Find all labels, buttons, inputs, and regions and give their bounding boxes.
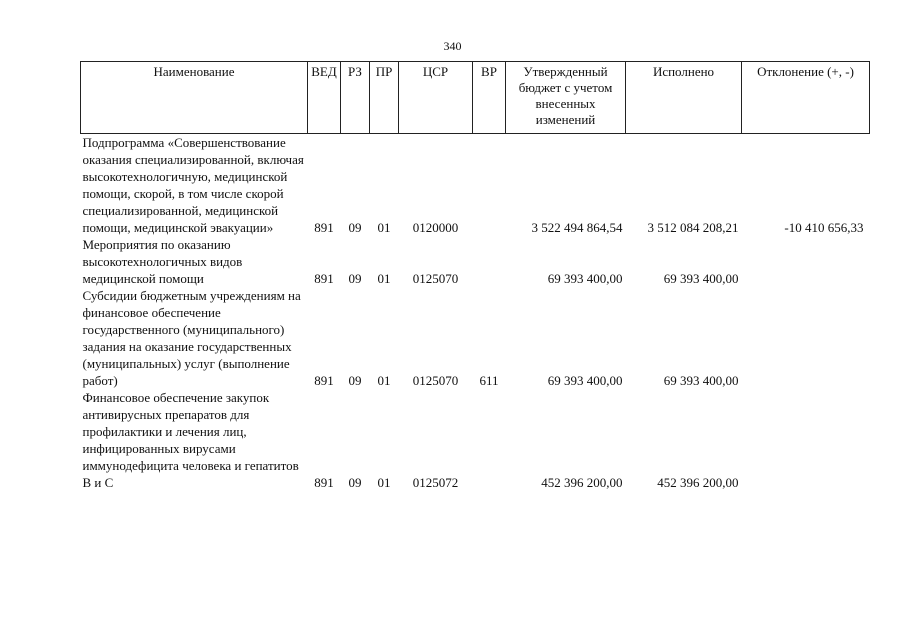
table-row — [81, 287, 870, 389]
row-executed: 452 396 200,00 — [657, 475, 739, 490]
row-rz: 09 — [348, 475, 362, 490]
table-row — [81, 134, 870, 237]
row-deviation — [742, 236, 870, 287]
page-number: 340 — [443, 39, 462, 53]
row-ved: 891 — [314, 220, 334, 235]
row-csr: 0125070 — [412, 271, 459, 286]
row-deviation — [742, 389, 870, 491]
row-approved: 69 393 400,00 — [547, 373, 623, 388]
row-rz: 09 — [348, 373, 362, 388]
budget-table — [80, 61, 870, 491]
row-ved: 891 — [314, 373, 334, 388]
row-csr: 0125072 — [412, 475, 459, 490]
row-csr: 0125070 — [412, 373, 459, 388]
row-name: Подпрограмма «Совершенствование оказания специализированной, включая высокотехнологичную, медицинской помощи, скорой, в том числе скорой специализированной, медицинской помощи, медицинской эвакуации» — [82, 135, 304, 235]
header-name: Наименование — [81, 62, 308, 134]
row-approved: 3 522 494 864,54 — [531, 220, 623, 235]
header-pr: ПР — [370, 62, 399, 134]
row-deviation: -10 410 656,33 — [784, 220, 864, 235]
row-pr: 01 — [377, 373, 391, 388]
header-ved: ВЕД — [308, 62, 341, 134]
row-name: Финансовое обеспечение закупок антивирусных препаратов для профилактики и лечения лиц, инфицированных вирусами иммунодефицита человека и гепатитов В и С — [82, 390, 299, 490]
row-vr — [473, 236, 506, 287]
row-pr: 01 — [377, 271, 391, 286]
row-executed: 3 512 084 208,21 — [647, 220, 739, 235]
header-deviation: Отклонение (+, -) — [742, 62, 870, 134]
row-vr — [473, 389, 506, 491]
row-pr: 01 — [377, 475, 391, 490]
row-csr: 0120000 — [412, 220, 459, 235]
row-pr: 01 — [377, 220, 391, 235]
row-executed: 69 393 400,00 — [663, 271, 739, 286]
row-ved: 891 — [314, 271, 334, 286]
row-rz: 09 — [348, 271, 362, 286]
header-approved: Утвержденный бюджет с учетом внесенных изменений — [506, 62, 626, 134]
row-executed: 69 393 400,00 — [663, 373, 739, 388]
row-vr: 611 — [479, 373, 499, 388]
header-vr: ВР — [473, 62, 506, 134]
row-deviation — [742, 287, 870, 389]
row-ved: 891 — [314, 475, 334, 490]
row-name: Субсидии бюджетным учреждениям на финансовое обеспечение государственного (муниципального) задания на оказание государственных (муниципальных) услуг (выполнение работ) — [82, 288, 301, 388]
row-rz: 09 — [348, 220, 362, 235]
table-header — [81, 62, 870, 134]
table-row — [81, 236, 870, 287]
header-rz: РЗ — [341, 62, 370, 134]
row-approved: 69 393 400,00 — [547, 271, 623, 286]
table-row — [81, 389, 870, 491]
header-csr: ЦСР — [399, 62, 473, 134]
row-vr — [473, 134, 506, 237]
row-name: Мероприятия по оказанию высокотехнологичных видов медицинской помощи — [82, 237, 243, 286]
header-executed: Исполнено — [626, 62, 742, 134]
table-body — [81, 134, 870, 492]
row-approved: 452 396 200,00 — [541, 475, 623, 490]
